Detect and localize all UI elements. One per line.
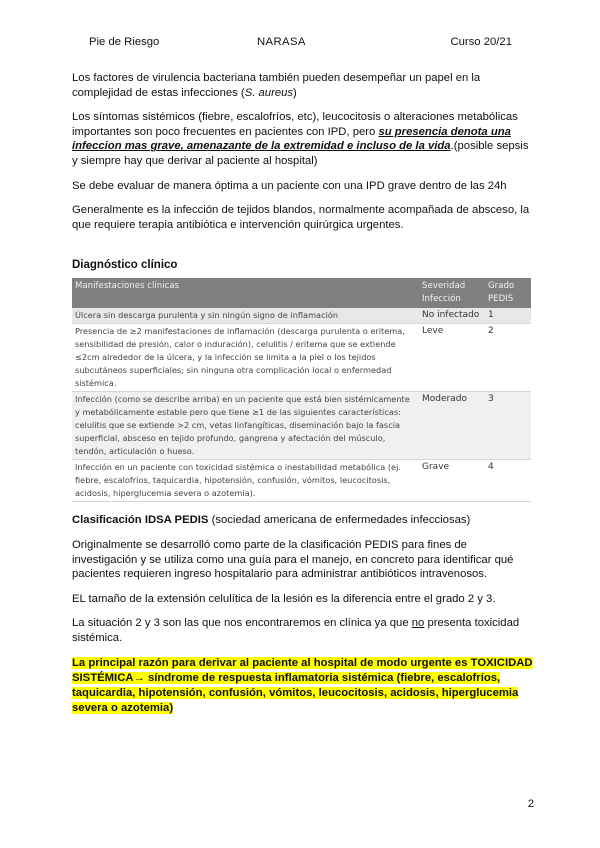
table-cell-severity: Leve [419,324,485,392]
italic-species: S. aureus [244,86,294,99]
section-title-clinical-diagnosis: Diagnóstico clínico [72,259,178,272]
table-header-manifestations: Manifestaciones clínicas [75,281,180,292]
table-cell-manifestation: Presencia de ≥2 manifestaciones de inflamación (descarga purulenta o eritema, sensibilidad de presión, calor o induración), celulitis / eritema que se extiende ≤2cm alrededor de la úlcera, y la infección se limita a la piel o los tejidos subcutáneos superficiales; sin ninguna otra complicación local o enfermedad sistémica. [72,324,419,392]
clinical-situation-end: presenta toxicidad sistémica. [72,617,520,644]
table-row [72,392,531,460]
underlined-no: no [411,617,425,630]
idsa-pedis-subtitle: (sociedad americana de enfermedades infecciosas) [208,514,471,527]
table-header-grade: Grado PEDIS [488,281,515,305]
paragraph-idsa-pedis [72,513,534,528]
header-left-text: Pie de Riesgo [89,36,160,48]
systemic-symptoms-note: .(posible sepsis y siempre hay que derivar al paciente al hospital) [72,140,529,167]
paragraph-virulence-text: Los factores de virulencia bacteriana también pueden desempeñar un papel en la complejidad de estas infecciones ( [72,72,481,99]
table-cell-severity: No infectado [419,308,485,324]
page-header [89,36,512,52]
table-row [72,460,531,502]
clinical-situation-text: La situación 2 y 3 son las que nos encontraremos en clínica ya que [72,617,412,630]
paragraph-systemic-symptoms [72,110,534,168]
paragraph-clinical-situation [72,616,534,645]
header-right-text: Curso 20/21 [450,36,512,48]
page-number: 2 [527,798,534,810]
table-row [72,308,531,324]
table-cell-grade: 1 [485,308,531,324]
idsa-pedis-title: Clasificación IDSA PEDIS [72,514,209,527]
highlighted-urgent-referral: La principal razón para derivar al paciente al hospital de modo urgente es TOXICIDAD SISTÉMICA→ síndrome de respuesta inflamatoria sistémica (fiebre, escalofríos, taquicardia, hipotensión, confusión, vómitos, leucocitosis, acidosis, hiperglucemia severa o azotemia) [72,656,533,714]
paragraph-urgent-referral [72,656,534,716]
emphasis-severe-infection: su presencia denota una infeccion mas grave, amenazante de la extremidad e incluso de la vida [72,125,511,153]
table-cell-severity: Moderado [419,392,485,460]
table-header-severity: Severidad Infección [422,281,466,305]
paragraph-virulence [72,71,534,100]
header-center-text: NARASA [257,36,306,48]
paragraph-evaluation: Se debe evaluar de manera óptima a un paciente con una IPD grave dentro de las 24h [72,179,507,192]
table-cell-manifestation: Úlcera sin descarga purulenta y sin ningún signo de inflamación [72,308,419,324]
table-header-row [72,278,531,308]
table-cell-manifestation: Infección (como se describe arriba) en un paciente que está bien sistémicamente y metabólicamente estable pero que tiene ≥1 de las siguientes características: celulitis que se extiende >2 cm, vetas linfangíticas, diseminación bajo la fascia superficial, absceso en tejido profundo, gangrena y afectación del músculo, tendón, articulación o hueso. [72,392,419,460]
document-body [72,71,534,726]
table-cell-grade: 3 [485,392,531,460]
pedis-classification-table [72,278,531,502]
table-cell-manifestation: Infección en un paciente con toxicidad sistémica o inestabilidad metabólica (ej. fiebre, escalofríos, taquicardia, hipotensión, confusión, vómitos, leucocitosis, acidosis, hiperglucemia severa o azotemia). [72,460,419,502]
table-cell-grade: 4 [485,460,531,502]
paragraph-extension: EL tamaño de la extensión celulítica de la lesión es la diferencia entre el grado 2 y 3. [72,592,496,605]
table-row [72,324,531,392]
paragraph-soft-tissue: Generalmente es la infección de tejidos blandos, normalmente acompañada de absceso, la que requiere terapia antibiótica e intervención quirúrgica urgentes. [72,204,530,231]
table-cell-grade: 2 [485,324,531,392]
systemic-symptoms-text: Los síntomas sistémicos (fiebre, escalofríos, etc), leucocitosis o alteraciones metabólicas importantes son poco frecuentes en pacientes con IPD, pero [72,111,518,138]
paragraph-origin: Originalmente se desarrolló como parte de la clasificación PEDIS para fines de investigación y se utiliza como una guía para el manejo, en concreto para identificar qué pacientes requieren ingreso hospitalario para administrar antibióticos intravenosos. [72,538,514,581]
table-cell-severity: Grave [419,460,485,502]
paragraph-virulence-close: ) [293,86,297,99]
